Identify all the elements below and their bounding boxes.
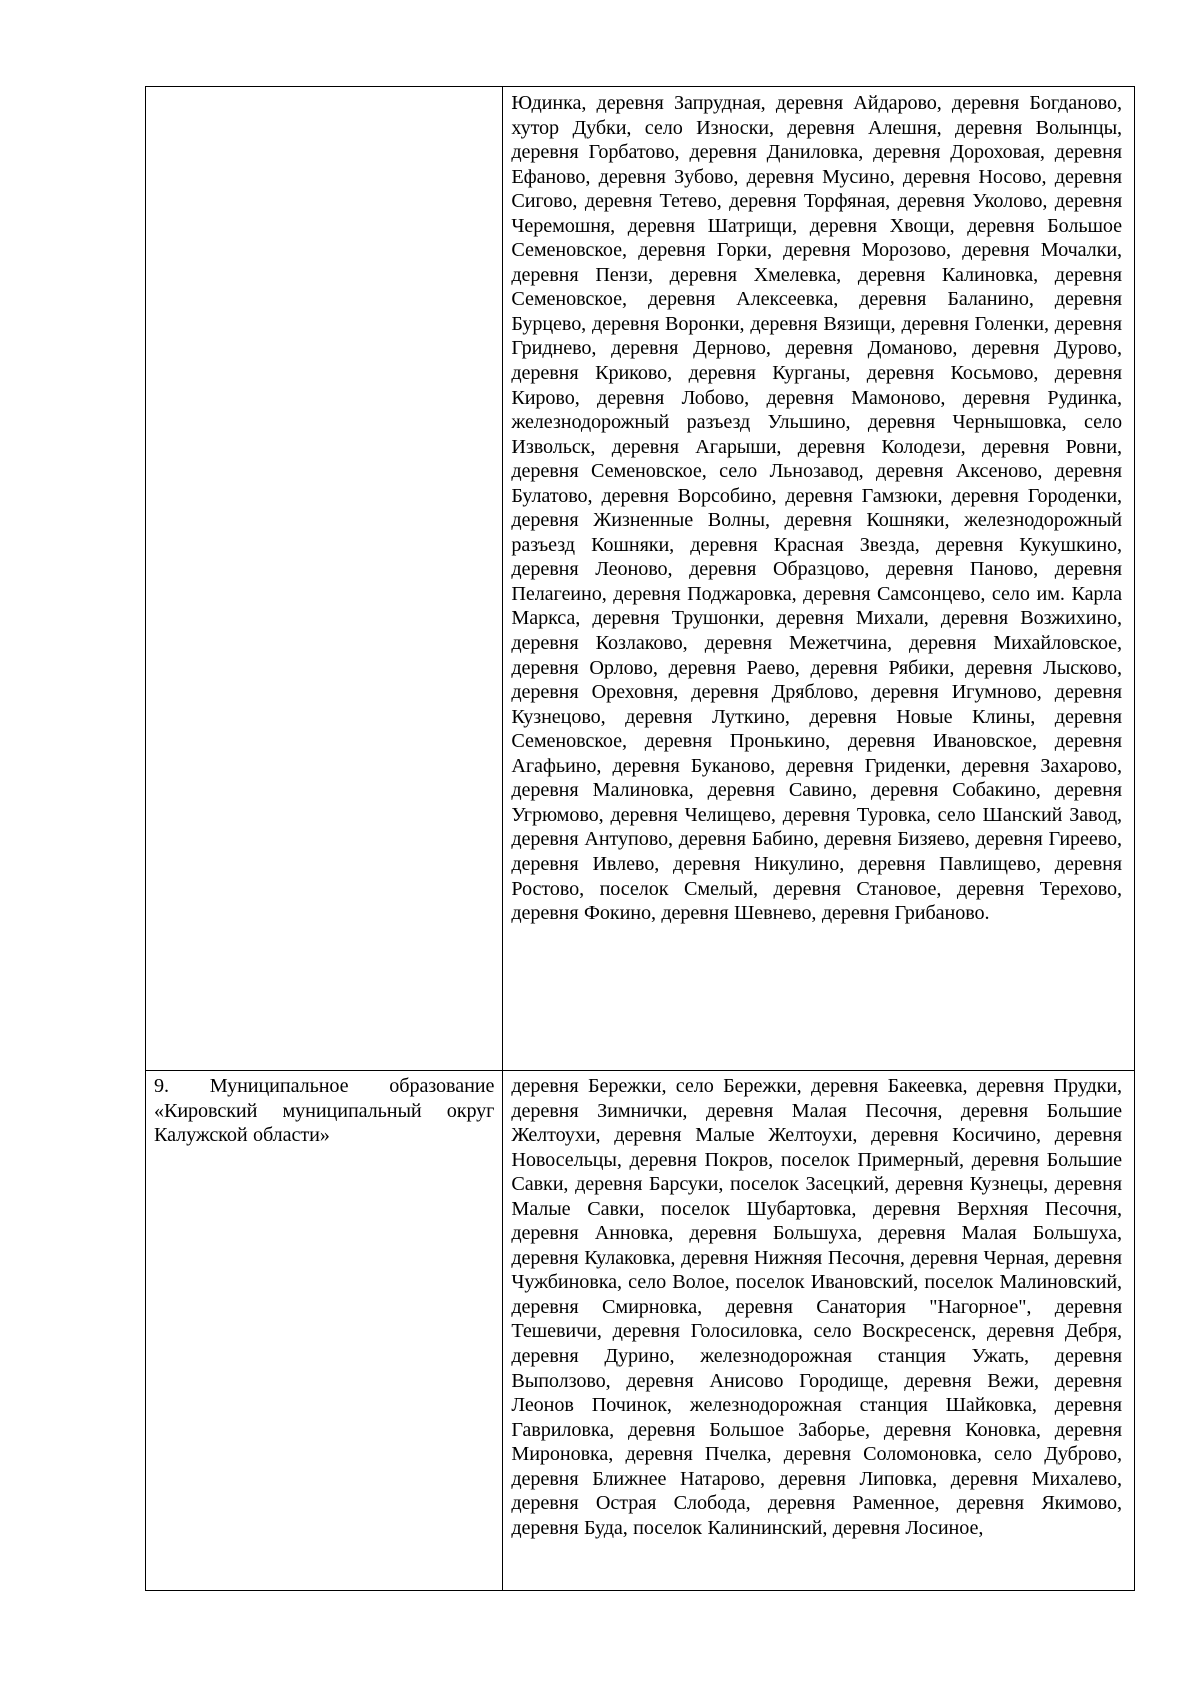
table-row xyxy=(146,87,1135,1071)
municipality-cell xyxy=(146,1071,503,1591)
municipality-cell xyxy=(146,87,503,1071)
settlements-cell xyxy=(503,87,1135,1071)
municipality-name: 9. Муниципальное образование «Кировский муниципальный округ Калужской области» xyxy=(154,1075,495,1147)
table-row xyxy=(146,1071,1135,1591)
municipality-name xyxy=(146,87,502,90)
settlements-list: Юдинка, деревня Запрудная, деревня Айдарово, деревня Богданово, хутор Дубки, село Износки, деревня Алешня, деревня Волынцы, деревня Горбатово, деревня Даниловка, деревня Дороховая, деревня Ефаново, деревня Зубово, деревня Мусино, деревня Носово, деревня Сигово, деревня Тетево, деревня Торфяная, деревня Уколово, деревня Черемошня, деревня Шатрищи, деревня Хвощи, деревня Большое Семеновское, деревня Горки, деревня Морозово, деревня Мочалки, деревня Пензи, деревня Хмелевка, деревня Калиновка, деревня Семеновское, деревня Алексеевка, деревня Баланино, деревня Бурцево, деревня Воронки, деревня Вязищи, деревня Голенки, деревня Гриднево, деревня Дерново, деревня Доманово, деревня Дурово, деревня Криково, деревня Курганы, деревня Косьмово, деревня Кирово, деревня Лобово, деревня Мамоново, деревня Рудинка, железнодорожный разъезд Ульшино, деревня Чернышовка, село Извольск, деревня Агарыши, деревня Колодези, деревня Ровни, деревня Семеновское, село Льнозавод, деревня Аксеново, деревня Булатово, деревня Ворсобино, деревня Гамзюки, деревня Городенки, деревня Жизненные Волны, деревня Кошняки, железнодорожный разъезд Кошняки, деревня Красная Звезда, деревня Кукушкино, деревня Леоново, деревня Образцово, деревня Паново, деревня Пелагеино, деревня Поджаровка, деревня Самсонцево, село им. Карла Маркса, деревня Трушонки, деревня Михали, деревня Возжихино, деревня Козлаково, деревня Межетчина, деревня Михайловское, деревня Орлово, деревня Раево, деревня Рябики, деревня Лысково, деревня Ореховня, деревня Дряблово, деревня Игумново, деревня Кузнецово, деревня Луткино, деревня Новые Клины, деревня Семеновское, деревня Пронькино, деревня Ивановское, деревня Агафьино, деревня Буканово, деревня Гриденки, деревня Захарово, деревня Малиновка, деревня Савино, деревня Собакино, деревня Угрюмово, деревня Челищево, деревня Туровка, село Шанский Завод, деревня Антупово, деревня Бабино, деревня Бизяево, деревня Гиреево, деревня Ивлево, деревня Никулино, деревня Павлищево, деревня Ростово, поселок Смелый, деревня Становое, деревня Терехово, деревня Фокино, деревня Шевнево, деревня Грибаново. xyxy=(511,92,1122,925)
settlements-table xyxy=(145,86,1135,1591)
settlements-cell xyxy=(503,1071,1135,1591)
settlements-list: деревня Бережки, село Бережки, деревня Бакеевка, деревня Прудки, деревня Зимнички, деревня Малая Песочня, деревня Большие Желтоухи, деревня Малые Желтоухи, деревня Косичино, деревня Новосельцы, деревня Покров, поселок Примерный, деревня Большие Савки, деревня Барсуки, поселок Засецкий, деревня Кузнецы, деревня Малые Савки, поселок Шубартовка, деревня Верхняя Песочня, деревня Анновка, деревня Большуха, деревня Малая Большуха, деревня Кулаковка, деревня Нижняя Песочня, деревня Черная, деревня Чужбиновка, село Волое, поселок Ивановский, поселок Малиновский, деревня Смирновка, деревня Санатория "Нагорное", деревня Тешевичи, деревня Голосиловка, село Воскресенск, деревня Дебря, деревня Дурино, железнодорожная станция Ужать, деревня Выползово, деревня Анисово Городище, деревня Вежи, деревня Леонов Починок, железнодорожная станция Шайковка, деревня Гавриловка, деревня Большое Заборье, деревня Коновка, деревня Мироновка, деревня Пчелка, деревня Соломоновка, село Дуброво, деревня Ближнее Натарово, деревня Липовка, деревня Михалево, деревня Острая Слобода, деревня Раменное, деревня Якимово, деревня Буда, поселок Калининский, деревня Лосиное, xyxy=(511,1075,1122,1539)
